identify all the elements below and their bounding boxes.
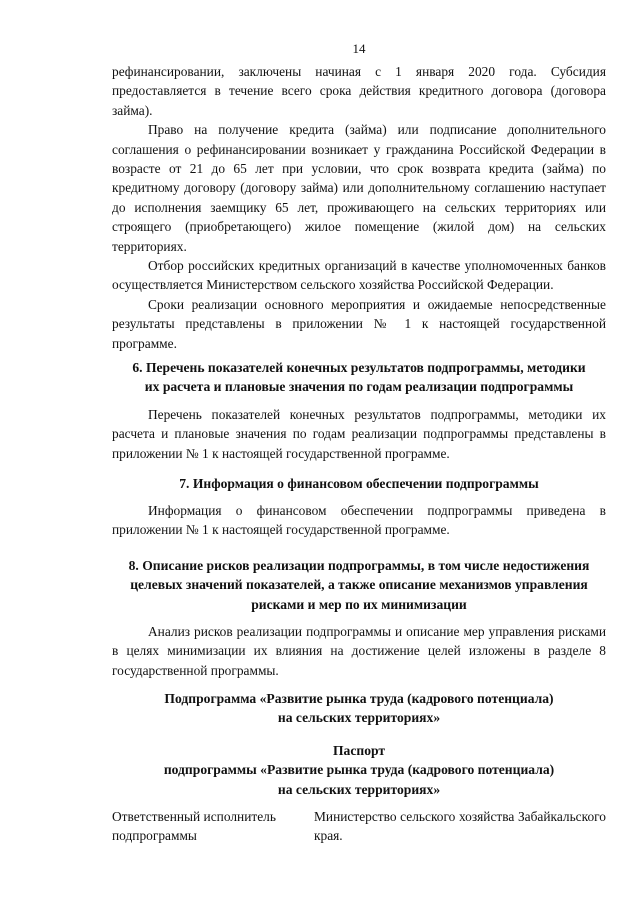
intro-text-block xyxy=(112,62,606,353)
section-7-heading: 7. Информация о финансовом обеспечении подпрограммы xyxy=(179,476,539,491)
section-8-heading-line-3: рисками и мер по их минимизации xyxy=(251,596,467,612)
section-6-heading-line-2: их расчета и плановые значения по годам реализации подпрограммы xyxy=(144,379,574,395)
responsible-executor-value: Министерство сельского хозяйства Забайкальского края. xyxy=(314,809,606,844)
passport-title xyxy=(112,741,606,799)
subprogram-title xyxy=(112,689,606,728)
section-8-heading xyxy=(112,556,606,614)
section-8-heading-line-1: 8. Описание рисков реализации подпрограммы, в том числе недостижения xyxy=(128,558,590,573)
passport-title-line-2: подпрограммы «Развитие рынка труда (кадрового потенциала) xyxy=(163,762,555,778)
responsible-executor-label: Ответственный исполнитель подпрограммы xyxy=(112,809,276,844)
passport-title-line-1: Паспорт xyxy=(332,743,386,758)
subprogram-title-line-1: Подпрограмма «Развитие рынка труда (кадрового потенциала) xyxy=(164,691,554,706)
subprogram-title-line-2: на сельских территориях» xyxy=(277,710,441,726)
paragraph-bank-selection: Отбор российских кредитных организаций в качестве уполномоченных банков осуществляется Министерством сельского хозяйства Российской Федерации. xyxy=(112,258,606,293)
section-7-text: Информация о финансовом обеспечении подпрограммы приведена в приложении № 1 к настоящей государственной программе. xyxy=(112,503,606,538)
paragraph-loan-rights: Право на получение кредита (займа) или подписание дополнительного соглашения о рефинансировании возникает у гражданина Российской Федерации в возрасте от 21 до 65 лет при условии, что срок возврата кредита (займа) по кредитному договору (договору займа) или дополнительному соглашению наступает до исполнения заемщику 65 лет, проживающего на сельских территориях или строящего (приобретающего) жилое помещение (жилой дом) на сельских территориях. xyxy=(112,122,606,254)
paragraph-refinancing-continuation: рефинансировании, заключены начиная с 1 января 2020 года. Субсидия предоставляется в течение всего срока действия кредитного договора (договора займа). xyxy=(112,64,606,118)
section-6-heading-line-1: 6. Перечень показателей конечных результатов подпрограммы, методики xyxy=(132,360,586,375)
section-8-heading-line-2: целевых значений показателей, а также описание механизмов управления xyxy=(130,577,588,593)
passport-title-line-3: на сельских территориях» xyxy=(277,781,441,797)
section-8-text: Анализ рисков реализации подпрограммы и описание мер управления рисками в целях минимизации их влияния на достижение целей изложены в разделе 8 государственной программы. xyxy=(112,624,606,678)
page-number: 14 xyxy=(352,41,366,56)
paragraph-implementation-terms: Сроки реализации основного мероприятия и ожидаемые непосредственные результаты представлены в приложении № 1 к настоящей государственной программе. xyxy=(112,296,606,351)
section-6-text: Перечень показателей конечных результатов подпрограммы, методики их расчета и плановые значения по годам реализации подпрограммы представлены в приложении № 1 к настоящей государственной программе. xyxy=(112,407,606,461)
section-6-heading xyxy=(112,358,606,397)
